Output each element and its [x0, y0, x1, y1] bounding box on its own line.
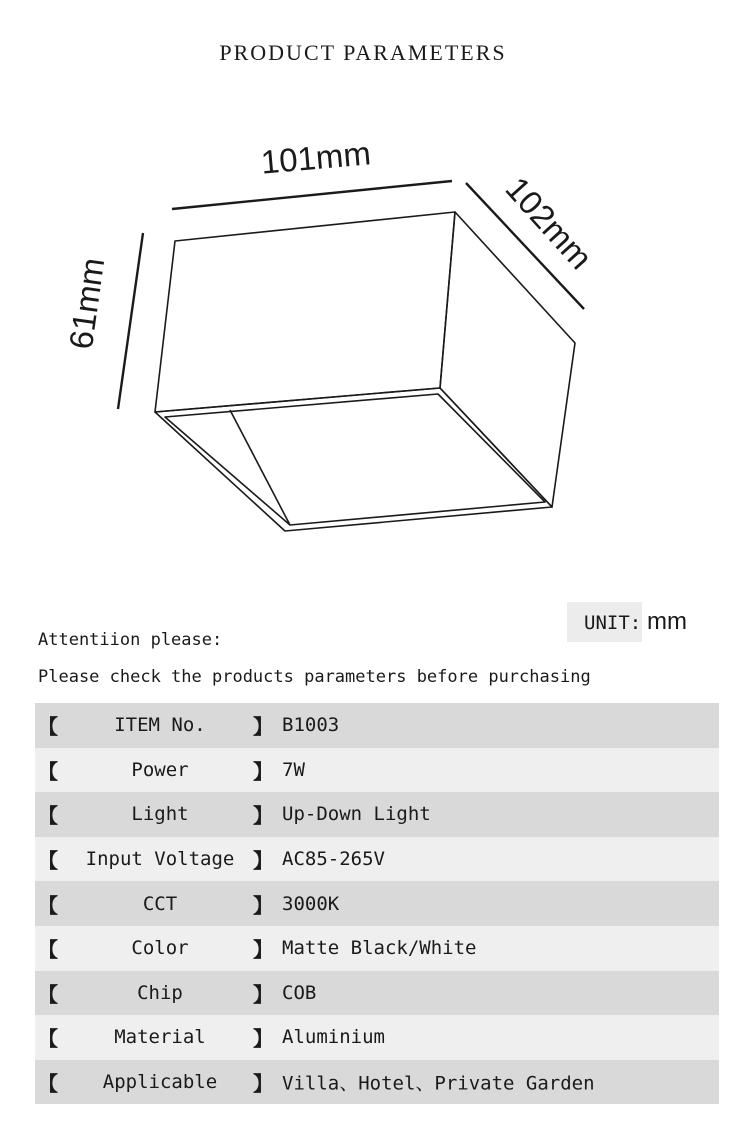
table-row	[35, 1060, 719, 1105]
open-bracket: 【	[38, 803, 58, 828]
page-title: PRODUCT PARAMETERS	[219, 40, 507, 65]
parameter-table	[35, 703, 719, 1104]
parameter-label: Color	[131, 937, 189, 960]
dimension-depth-label: 102mm	[498, 169, 600, 277]
box-bottom-inner	[165, 394, 545, 525]
table-row	[35, 748, 719, 793]
open-bracket: 【	[38, 848, 58, 873]
open-bracket: 【	[38, 982, 58, 1007]
parameter-value: COB	[282, 981, 317, 1004]
close-bracket: 】	[253, 714, 273, 739]
close-bracket: 】	[253, 893, 273, 918]
table-row	[35, 792, 719, 837]
parameter-value: Aluminium	[282, 1026, 385, 1049]
parameter-label: Power	[131, 758, 189, 781]
parameter-label: Material	[114, 1026, 206, 1049]
parameter-value: AC85-265V	[282, 848, 385, 871]
unit-label: UNIT:	[584, 612, 642, 634]
parameter-value: 7W	[282, 758, 305, 781]
parameter-value: Matte Black/White	[282, 937, 477, 960]
table-row	[35, 703, 719, 748]
open-bracket: 【	[38, 714, 58, 739]
close-bracket: 】	[253, 982, 273, 1007]
dimension-height-label: 61mm	[61, 255, 112, 352]
parameter-label: Chip	[137, 981, 183, 1004]
dimension-line-width	[172, 181, 452, 209]
close-bracket: 】	[253, 937, 273, 962]
parameter-label: Applicable	[102, 1071, 218, 1094]
table-row	[35, 971, 719, 1016]
parameter-label: ITEM No.	[114, 714, 206, 737]
box-front-face	[155, 212, 455, 412]
parameter-value: 3000K	[282, 892, 340, 915]
parameter-label: Light	[131, 803, 189, 826]
table-row	[35, 926, 719, 971]
dimension-line-height	[118, 233, 143, 409]
parameter-label: CCT	[142, 892, 178, 915]
open-bracket: 【	[38, 1071, 58, 1096]
attention-heading: Attentiion please:	[38, 630, 223, 650]
close-bracket: 】	[253, 803, 273, 828]
close-bracket: 】	[253, 1026, 273, 1051]
attention-message: Please check the products parameters before purchasing	[38, 667, 591, 687]
parameter-label: Input Voltage	[85, 848, 235, 871]
table-row	[35, 1015, 719, 1060]
parameter-value: Villa、Hotel、Private Garden	[282, 1072, 595, 1095]
close-bracket: 】	[253, 759, 273, 784]
close-bracket: 】	[253, 848, 273, 873]
table-row	[35, 837, 719, 882]
table-row	[35, 881, 719, 926]
parameter-value: B1003	[282, 714, 340, 737]
dimension-width-label: 101mm	[259, 134, 373, 181]
parameter-value: Up-Down Light	[282, 803, 431, 826]
unit-value: mm	[647, 608, 687, 635]
open-bracket: 【	[38, 893, 58, 918]
open-bracket: 【	[38, 937, 58, 962]
product-dimension-drawing	[0, 120, 750, 550]
close-bracket: 】	[253, 1071, 273, 1096]
open-bracket: 【	[38, 1026, 58, 1051]
open-bracket: 【	[38, 759, 58, 784]
